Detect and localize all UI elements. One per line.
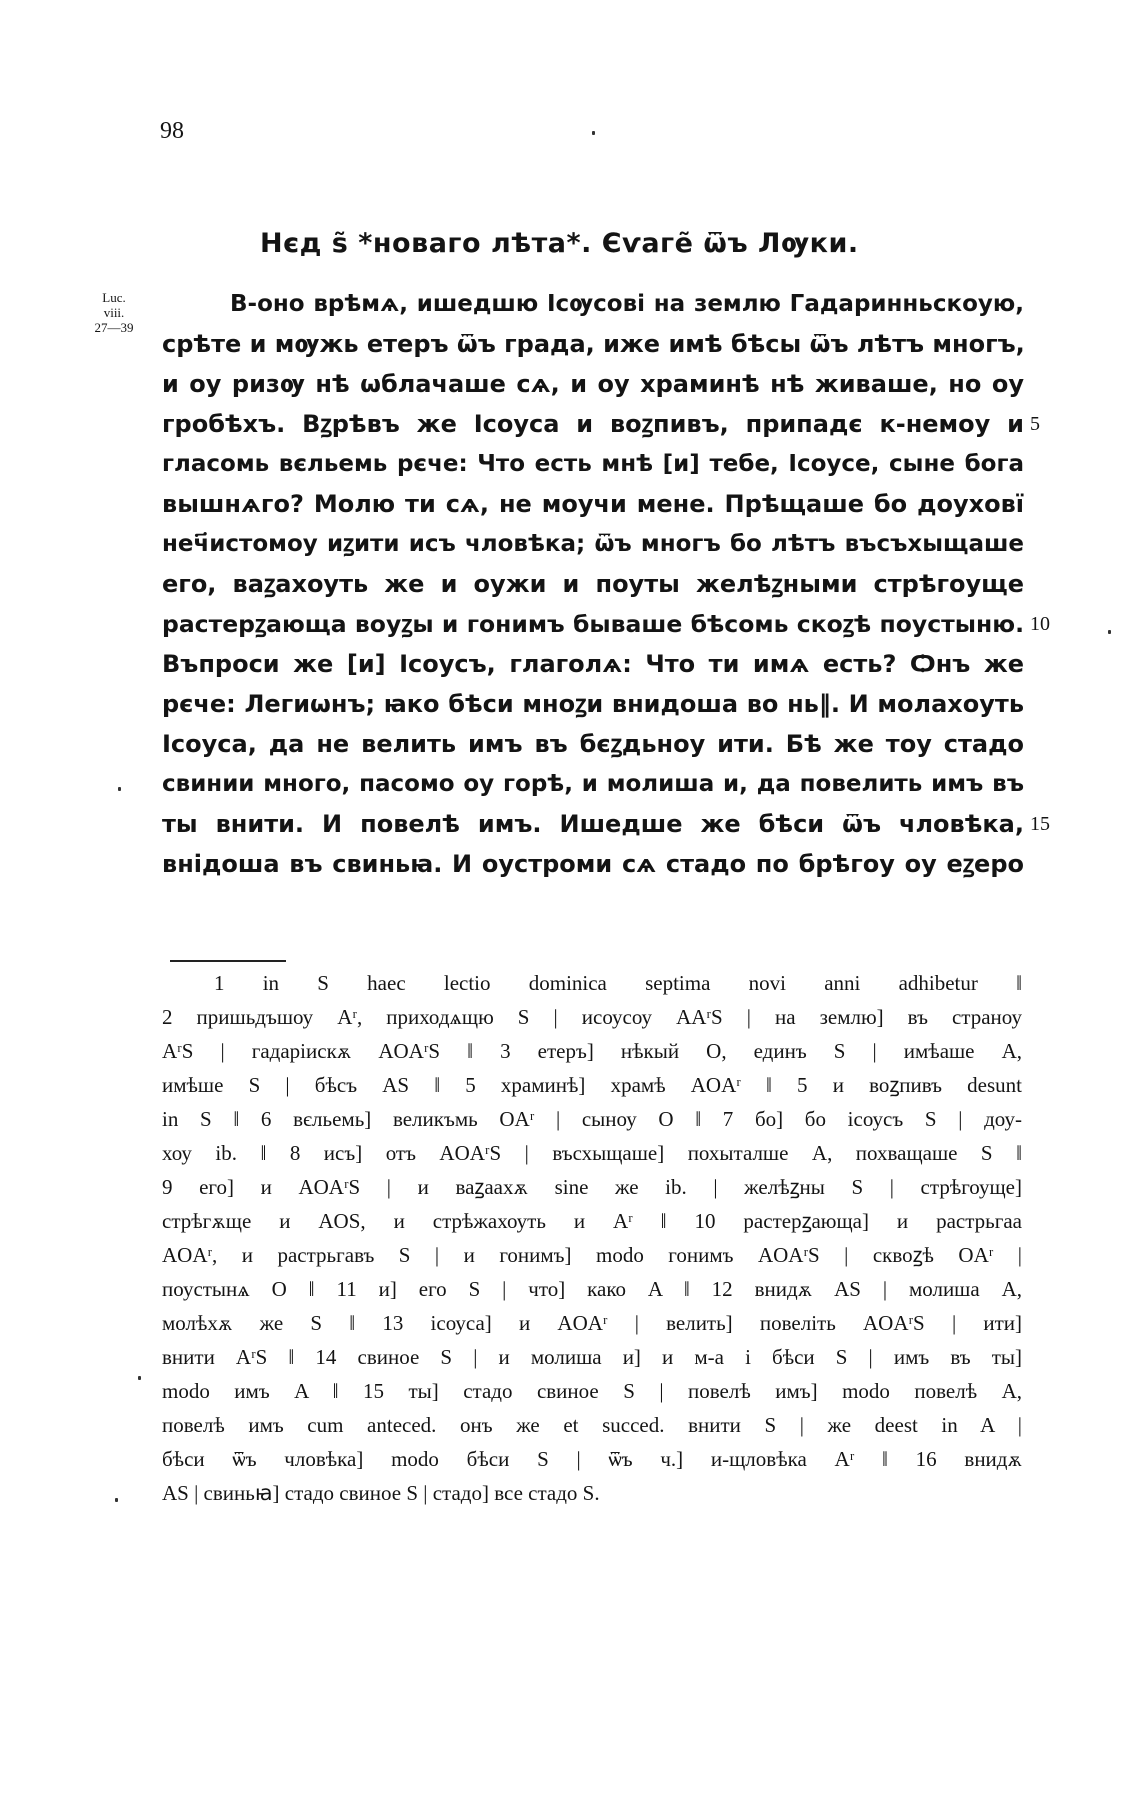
text-line: неч҃истомоу иꙁити исъ чловѣка; ѿъ многъ бо лѣтъ въсъхыщаше bbox=[162, 531, 1024, 557]
footnote-line: 2 пришьдъшоу Aʳ, приходѧщю S | исоусоу AAʳS | на землю] въ страноу bbox=[162, 1005, 1022, 1029]
text-line: рєче: Легиѡнъ; ꙗко бѣси мноꙁи внидоша во нь‖. И молахоуть bbox=[162, 690, 1024, 718]
footnote-line: хоу ib. ‖ 8 исъ] отъ AOAʳS | въсхыщаше] похыталше A, похващаше S ‖ bbox=[162, 1141, 1022, 1165]
footnote-line: AʳS | гадаріискѫ AOAʳS ‖ 3 етеръ] нѣкый O, единъ S | имѣаше A, bbox=[162, 1039, 1022, 1063]
footnote-line: молѣхѫ же S ‖ 13 ісоуса] и AOAʳ | велить] повеліть AOAʳS | ити] bbox=[162, 1311, 1022, 1335]
footnote-line: внити AʳS ‖ 14 свиное S | и молиша и] и м-а і бѣси S | имъ въ ты] bbox=[162, 1345, 1022, 1369]
text-line: свинии много, пасомо оу горѣ, и молиша и, да повелить имъ въ bbox=[162, 771, 1024, 797]
text-line: вышнѧго? Молю ти сѧ, не моучи мене. Прѣщаше бо доуховї bbox=[162, 490, 1024, 518]
ref-chapter: viii. bbox=[103, 305, 125, 320]
line-number: 10 bbox=[1030, 613, 1050, 635]
page-number: 98 bbox=[160, 118, 184, 144]
text-line: и оу ризѹ нѣ ѡблачаше сѧ, и оу храминѣ нѣ живаше, но оу bbox=[162, 370, 1024, 398]
text-line: его, ваꙁахоуть же и оужи и поуты желѣꙁными стрѣгоуще bbox=[162, 570, 1024, 598]
line-number: 5 bbox=[1030, 413, 1040, 435]
text-line: внідоша въ свиньꙗ. И оустроми сѧ стадо по брѣгоу оу еꙁеро bbox=[162, 850, 1024, 878]
text-line: гласомь вєльемь рєче: Что есть мнѣ [и] тебе, Ісоусе, сыне бога bbox=[162, 451, 1024, 477]
text-line: Въпроси же [и] Ісоусъ, глаголѧ: Что ти имѧ есть? Ѻнъ же bbox=[162, 650, 1024, 678]
footnote-line: in S ‖ 6 вєльемь] великъмь OAʳ | сыноу O ‖ 7 бо] бо ісоусъ S | доу- bbox=[162, 1107, 1022, 1131]
text-line: гробѣхъ. Вꙁрѣвъ же Ісоуса и воꙁпивъ, припадє к-немоу и bbox=[162, 410, 1024, 438]
ref-verses: 27—39 bbox=[94, 320, 134, 335]
footnote-line: 9 его] и AOAʳS | и ваꙁаахѫ sine же ib. | желѣꙁны S | стрѣгоуще] bbox=[162, 1175, 1022, 1199]
footnote-line: бѣси ѿъ чловѣка] modo бѣси S | ѿъ ч.] и-щловѣка Aʳ ‖ 16 внидѫ bbox=[162, 1447, 1022, 1471]
ink-speck bbox=[115, 1498, 118, 1502]
text-line: срѣте и мѹжь етеръ ѿъ града, иже имѣ бѣсы ѿъ лѣтъ многъ, bbox=[162, 330, 1025, 358]
footnote-rule bbox=[170, 960, 286, 962]
footnote-line: modo имъ A ‖ 15 ты] стадо свиное S | повелѣ имъ] modo повелѣ A, bbox=[162, 1379, 1022, 1403]
text-line: В-оно врѣмѧ, ишедшю Ісѹсові на землю Гадаринньскоую, bbox=[230, 291, 1024, 317]
ink-speck bbox=[592, 131, 595, 135]
text-line: ты внити. И повелѣ имъ. Ишедше же бѣси ѿъ чловѣка, bbox=[162, 810, 1024, 838]
ink-speck bbox=[118, 787, 121, 791]
footnote-line: 1 in S haec lectio dominica septima novi anni adhibetur ‖ bbox=[214, 971, 1022, 995]
footnote-line: AS | свиньꙗ] стадо свиное S | стадо] все стадо S. bbox=[162, 1481, 600, 1505]
lection-heading: Нєд ѕ̃ *новаго лѣта*. Єѵаге̃ ѿъ Лѹки. bbox=[260, 228, 859, 259]
footnote-line: имѣше S | бѣсъ AS ‖ 5 храминѣ] храмѣ AOAʳ ‖ 5 и воꙁпивъ desunt bbox=[162, 1073, 1022, 1097]
footnote-line: стрѣгѫще и AOS, и стрѣжахоуть и Aʳ ‖ 10 растерꙁающа] и растрьгаа bbox=[162, 1209, 1022, 1233]
footnote-line: поустынѧ O ‖ 11 и] его S | что] како A ‖ 12 внидѫ AS | молиша A, bbox=[162, 1277, 1022, 1301]
marginal-reference bbox=[84, 290, 144, 335]
footnote-line: повелѣ имъ cum anteced. онъ же et succed. внити S | же deest in A | bbox=[162, 1413, 1022, 1437]
ink-speck bbox=[138, 1376, 141, 1380]
ref-book: Luc. bbox=[102, 290, 126, 305]
footnote-line: AOAʳ, и растрьгавъ S | и гонимъ] modo гонимъ AOAʳS | сквоꙁѣ OAʳ | bbox=[162, 1243, 1022, 1267]
text-line: Ісоуса, да не велить имъ въ бєꙁдьноу ити. Бѣ же тоу стадо bbox=[162, 730, 1024, 758]
ink-speck bbox=[1108, 630, 1111, 634]
text-line: растерꙁающа воуꙁы и гонимъ бываше бѣсомь скоꙁѣ поустыню. bbox=[162, 610, 1024, 638]
line-number: 15 bbox=[1030, 813, 1050, 835]
